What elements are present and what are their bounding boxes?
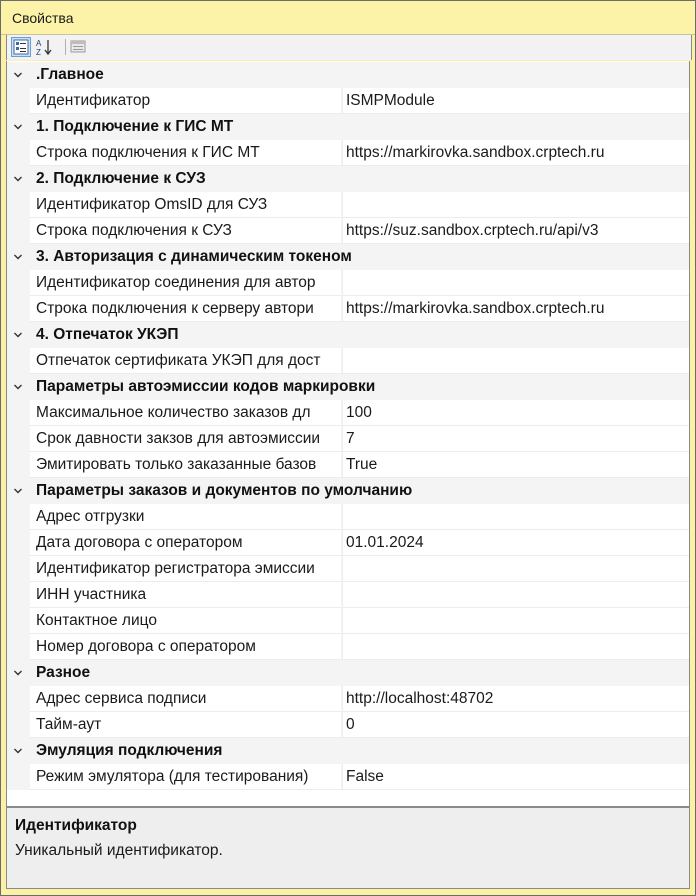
property-name: Строка подключения к серверу автори: [36, 300, 314, 317]
property-name: Контактное лицо: [36, 612, 157, 629]
property-value-cell[interactable]: [342, 192, 690, 218]
category-row[interactable]: [7, 166, 689, 192]
property-value-cell[interactable]: [342, 348, 690, 374]
category-label: Параметры автоэмиссии кодов маркировки: [36, 378, 376, 395]
property-row[interactable]: [7, 218, 689, 244]
property-value-cell[interactable]: [342, 530, 690, 556]
property-name: Строка подключения к ГИС МТ: [36, 144, 260, 161]
property-value: 01.01.2024: [346, 534, 424, 551]
property-value: https://markirovka.sandbox.crptech.ru: [346, 300, 605, 317]
property-name: Отпечаток сертификата УКЭП для дост: [36, 352, 321, 369]
property-pages-button[interactable]: [69, 37, 89, 57]
description-title: Идентификатор: [15, 817, 137, 834]
chevron-down-icon[interactable]: [13, 330, 23, 340]
category-row[interactable]: [7, 62, 689, 88]
property-row[interactable]: [7, 452, 689, 478]
property-name: Срок давности закзов для автоэмиссии: [36, 430, 321, 447]
property-name-cell[interactable]: [30, 634, 341, 660]
property-value: ISMPModule: [346, 92, 435, 109]
category-label: 1. Подключение к ГИС МТ: [36, 118, 234, 135]
description-panel: [6, 807, 690, 889]
property-name-cell[interactable]: [30, 348, 341, 374]
category-label: Разное: [36, 664, 91, 681]
property-value-cell[interactable]: [342, 88, 690, 114]
category-row[interactable]: [7, 244, 689, 270]
property-row[interactable]: [7, 556, 689, 582]
property-name: Адрес отгрузки: [36, 508, 145, 525]
property-name: Строка подключения к СУЗ: [36, 222, 232, 239]
category-label: Параметры заказов и документов по умолчанию: [36, 482, 413, 499]
property-value-cell[interactable]: [342, 270, 690, 296]
property-value: 7: [346, 430, 355, 447]
property-name-cell[interactable]: [30, 88, 341, 114]
chevron-down-icon[interactable]: [13, 174, 23, 184]
property-name: Адрес сервиса подписи: [36, 690, 207, 707]
categorized-icon: [13, 39, 29, 55]
property-name: Режим эмулятора (для тестирования): [36, 768, 309, 785]
chevron-down-icon[interactable]: [13, 70, 23, 80]
property-name-cell[interactable]: [30, 504, 341, 530]
property-value-cell[interactable]: [342, 504, 690, 530]
property-name-cell[interactable]: [30, 686, 341, 712]
property-value-cell[interactable]: [342, 764, 690, 790]
property-name-cell[interactable]: [30, 296, 341, 322]
property-name: Номер договора с оператором: [36, 638, 256, 655]
property-value-cell[interactable]: [342, 140, 690, 166]
property-row[interactable]: [7, 504, 689, 530]
property-name: Дата договора с оператором: [36, 534, 243, 551]
property-value-cell[interactable]: [342, 426, 690, 452]
property-value-cell[interactable]: [342, 634, 690, 660]
category-label: 4. Отпечаток УКЭП: [36, 326, 179, 343]
property-row[interactable]: [7, 400, 689, 426]
chevron-down-icon[interactable]: [13, 382, 23, 392]
property-pages-icon: [70, 38, 86, 54]
property-value-cell[interactable]: [342, 686, 690, 712]
property-name: Идентификатор регистратора эмиссии: [36, 560, 315, 577]
property-name-cell[interactable]: [30, 764, 341, 790]
property-name-cell[interactable]: [30, 530, 341, 556]
alphabetical-view-button[interactable]: [35, 37, 55, 57]
property-row[interactable]: [7, 296, 689, 322]
property-value: https://suz.sandbox.crptech.ru/api/v3: [346, 222, 599, 239]
property-row[interactable]: [7, 686, 689, 712]
property-name: Идентификатор: [36, 92, 151, 109]
property-name-cell[interactable]: [30, 140, 341, 166]
property-value: https://markirovka.sandbox.crptech.ru: [346, 144, 605, 161]
property-name: Максимальное количество заказов дл: [36, 404, 311, 421]
property-name-cell[interactable]: [30, 582, 341, 608]
category-row[interactable]: [7, 374, 689, 400]
chevron-down-icon[interactable]: [13, 122, 23, 132]
category-row[interactable]: [7, 660, 689, 686]
property-value: http://localhost:48702: [346, 690, 494, 707]
property-row[interactable]: [7, 88, 689, 114]
property-grid: [6, 61, 690, 807]
property-name-cell[interactable]: [30, 192, 341, 218]
property-row[interactable]: [7, 712, 689, 738]
property-name-cell[interactable]: [30, 426, 341, 452]
categorized-view-button[interactable]: [11, 37, 31, 57]
property-row[interactable]: [7, 270, 689, 296]
property-name-cell[interactable]: [30, 452, 341, 478]
category-row[interactable]: [7, 478, 689, 504]
property-name-cell[interactable]: [30, 556, 341, 582]
property-row[interactable]: [7, 192, 689, 218]
sort-az-icon: [36, 38, 54, 56]
property-value-cell[interactable]: [342, 582, 690, 608]
property-name: Эмитировать только заказанные базов: [36, 456, 317, 473]
property-name: Тайм-аут: [36, 716, 102, 733]
chevron-down-icon[interactable]: [13, 252, 23, 262]
property-row[interactable]: [7, 608, 689, 634]
chevron-down-icon[interactable]: [13, 746, 23, 756]
window-title: Свойства: [12, 10, 74, 26]
description-text: Уникальный идентификатор.: [15, 842, 223, 859]
property-value-cell[interactable]: [342, 452, 690, 478]
toolbar-separator: [65, 39, 66, 55]
property-name-cell[interactable]: [30, 270, 341, 296]
chevron-down-icon[interactable]: [13, 668, 23, 678]
category-label: Эмуляция подключения: [36, 742, 223, 759]
property-name-cell[interactable]: [30, 400, 341, 426]
property-row[interactable]: [7, 348, 689, 374]
property-value: False: [346, 768, 384, 785]
property-name: Идентификатор соединения для автор: [36, 274, 316, 291]
property-value-cell[interactable]: [342, 296, 690, 322]
property-value: 100: [346, 404, 372, 421]
category-row[interactable]: [7, 114, 689, 140]
property-value-cell[interactable]: [342, 556, 690, 582]
property-row[interactable]: [7, 582, 689, 608]
category-label: .Главное: [36, 66, 104, 83]
property-value-cell[interactable]: [342, 712, 690, 738]
category-row[interactable]: [7, 738, 689, 764]
property-name-cell[interactable]: [30, 218, 341, 244]
property-row[interactable]: [7, 634, 689, 660]
svg-text:Z: Z: [36, 48, 41, 56]
toolbar: [6, 35, 692, 60]
chevron-down-icon[interactable]: [13, 486, 23, 496]
property-value-cell[interactable]: [342, 608, 690, 634]
property-row[interactable]: [7, 530, 689, 556]
property-row[interactable]: [7, 426, 689, 452]
property-name-cell[interactable]: [30, 712, 341, 738]
category-label: 3. Авторизация с динамическим токеном: [36, 248, 352, 265]
property-name-cell[interactable]: [30, 608, 341, 634]
property-row[interactable]: [7, 140, 689, 166]
svg-text:A: A: [36, 39, 42, 48]
property-row[interactable]: [7, 764, 689, 790]
property-name: ИНН участника: [36, 586, 147, 603]
property-value-cell[interactable]: [342, 400, 690, 426]
category-label: 2. Подключение к СУЗ: [36, 170, 206, 187]
category-row[interactable]: [7, 322, 689, 348]
property-value: 0: [346, 716, 355, 733]
property-value: True: [346, 456, 378, 473]
property-name: Идентификатор OmsID для СУЗ: [36, 196, 268, 213]
title-bar: [1, 1, 695, 35]
property-value-cell[interactable]: [342, 218, 690, 244]
